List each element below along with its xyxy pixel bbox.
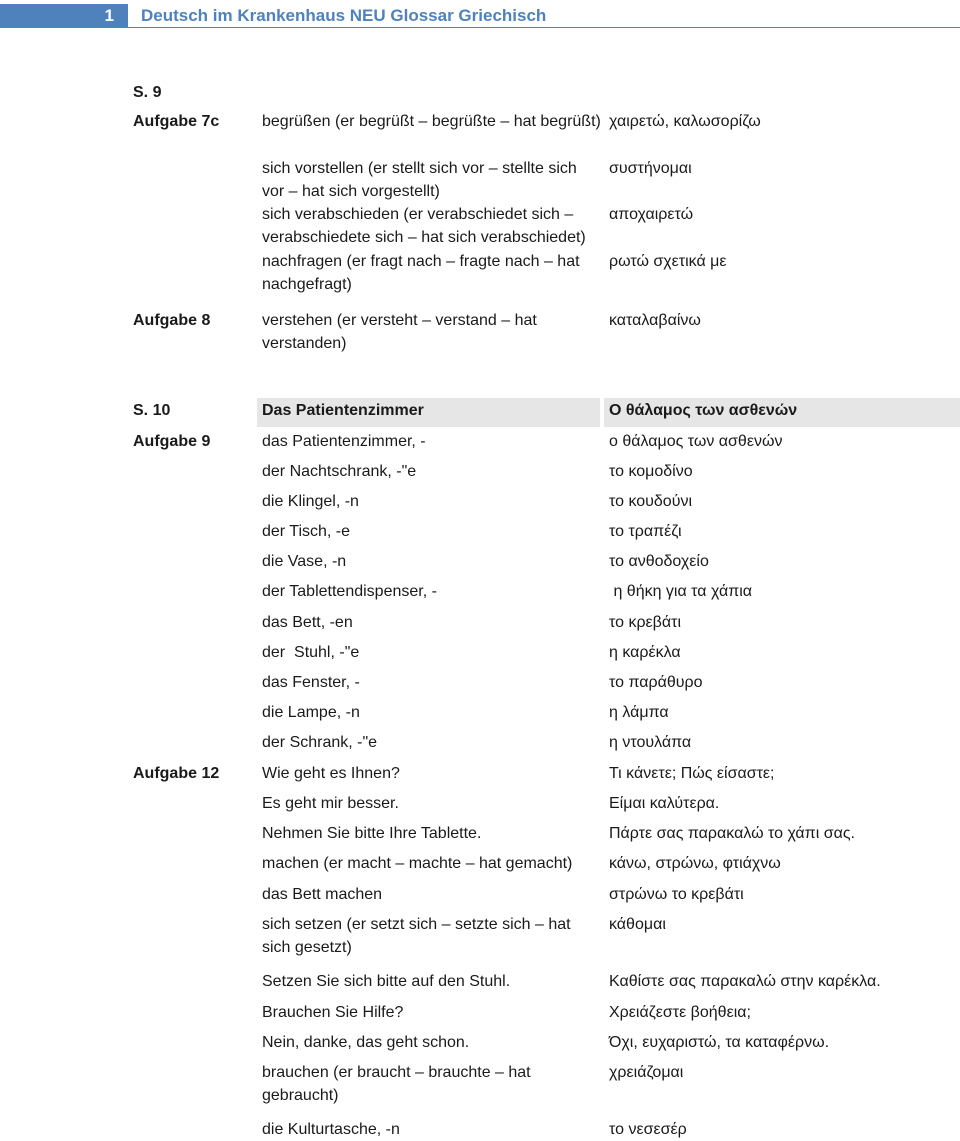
glossary-de: Wie geht es Ihnen? <box>262 765 400 782</box>
glossary-gr: συστήνομαι <box>609 160 692 177</box>
glossary-gr: Είμαι καλύτερα. <box>609 795 720 812</box>
glossary-gr: το παράθυρο <box>609 674 703 691</box>
glossary-de: der Tablettendispenser, - <box>262 583 437 600</box>
glossary-de: der Nachtschrank, -"e <box>262 463 417 480</box>
page-ref-s10: S. 10 <box>133 402 171 419</box>
glossary-de: machen (er macht – machte – hat gemacht) <box>262 855 573 872</box>
glossary-de: der Schrank, -"e <box>262 734 378 751</box>
glossary-de: Es geht mir besser. <box>262 795 399 812</box>
glossary-gr: το τραπέζι <box>609 523 682 540</box>
glossary-de: Brauchen Sie Hilfe? <box>262 1004 404 1021</box>
task-label-8: Aufgabe 8 <box>133 312 211 329</box>
glossary-gr: στρώνω το κρεβάτι <box>609 886 744 903</box>
glossary-de: sich setzen (er setzt sich – setzte sich – hat sich gesetzt) <box>262 916 571 956</box>
glossary-gr: το νεσεσέρ <box>609 1121 687 1138</box>
glossary-de: das Bett machen <box>262 886 383 903</box>
glossary-gr: η θήκη για τα χάπια <box>609 583 753 600</box>
glossary-de: Nehmen Sie bitte Ihre Tablette. <box>262 825 482 842</box>
task-label-12: Aufgabe 12 <box>133 765 220 782</box>
page-number: 1 <box>0 4 128 28</box>
glossary-de: sich vorstellen (er stellt sich vor – stellte sich vor – hat sich vorgestellt) <box>262 160 577 200</box>
glossary-gr: η ντουλάπα <box>609 734 692 751</box>
glossary-gr: ο θάλαμος των ασθενών <box>609 433 783 450</box>
glossary-de: die Vase, -n <box>262 553 347 570</box>
glossary-gr: χαιρετώ, καλωσορίζω <box>609 113 761 130</box>
glossary-gr: η λάμπα <box>609 704 669 721</box>
glossary-de: nachfragen (er fragt nach – fragte nach – hat nachgefragt) <box>262 253 580 293</box>
glossary-de: die Kulturtasche, -n <box>262 1121 400 1138</box>
glossary-gr: καταλαβαίνω <box>609 312 701 329</box>
glossary-gr: Πάρτε σας παρακαλώ το χάπι σας. <box>609 825 855 842</box>
glossary-de: der Tisch, -e <box>262 523 351 540</box>
glossary-de: Nein, danke, das geht schon. <box>262 1034 470 1051</box>
glossary-gr: Τι κάνετε; Πώς είσαστε; <box>609 765 775 782</box>
document-title: Deutsch im Krankenhaus NEU Glossar Griechisch <box>141 6 547 25</box>
glossary-gr: κάθομαι <box>609 916 666 933</box>
glossary-gr: ρωτώ σχετικά με <box>609 253 727 270</box>
glossary-de: das Patientenzimmer, - <box>262 433 426 450</box>
header-rule <box>128 27 960 28</box>
glossary-gr: χρειάζομαι <box>609 1064 684 1081</box>
glossary-de: die Lampe, -n <box>262 704 360 721</box>
glossary-gr: το ανθοδοχείο <box>609 553 709 570</box>
glossary-de: verstehen (er versteht – verstand – hat verstanden) <box>262 312 537 352</box>
page-ref-s9: S. 9 <box>133 84 162 101</box>
glossary-gr: αποχαιρετώ <box>609 206 694 223</box>
glossary-gr: η καρέκλα <box>609 644 681 661</box>
glossary-de: sich verabschieden (er verabschiedet sich – verabschiedete sich – hat sich verabschiedet) <box>262 206 586 246</box>
task-label-7c: Aufgabe 7c <box>133 113 220 130</box>
glossary-de: begrüßen (er begrüßt – begrüßte – hat begrüßt) <box>262 113 601 130</box>
glossary-gr: το κρεβάτι <box>609 614 681 631</box>
section-heading-gr: Ο θάλαμος των ασθενών <box>609 402 798 419</box>
glossary-gr: το κουδούνι <box>609 493 692 510</box>
glossary-de: die Klingel, -n <box>262 493 359 510</box>
glossary-de: Setzen Sie sich bitte auf den Stuhl. <box>262 973 511 990</box>
glossary-de: das Bett, -en <box>262 614 353 631</box>
task-label-9: Aufgabe 9 <box>133 433 211 450</box>
section-heading-de: Das Patientenzimmer <box>262 402 424 419</box>
glossary-gr: Καθίστε σας παρακαλώ στην καρέκλα. <box>609 973 881 990</box>
glossary-gr: Όχι, ευχαριστώ, τα καταφέρνω. <box>609 1034 830 1051</box>
page-header <box>0 4 960 28</box>
glossary-gr: κάνω, στρώνω, φτιάχνω <box>609 855 781 872</box>
glossary-de: das Fenster, - <box>262 674 360 691</box>
glossary-gr: το κομοδίνο <box>609 463 693 480</box>
glossary-de: der Stuhl, -"e <box>262 644 360 661</box>
glossary-de: brauchen (er braucht – brauchte – hat gebraucht) <box>262 1064 531 1104</box>
glossary-gr: Χρειάζεστε βοήθεια; <box>609 1004 751 1021</box>
